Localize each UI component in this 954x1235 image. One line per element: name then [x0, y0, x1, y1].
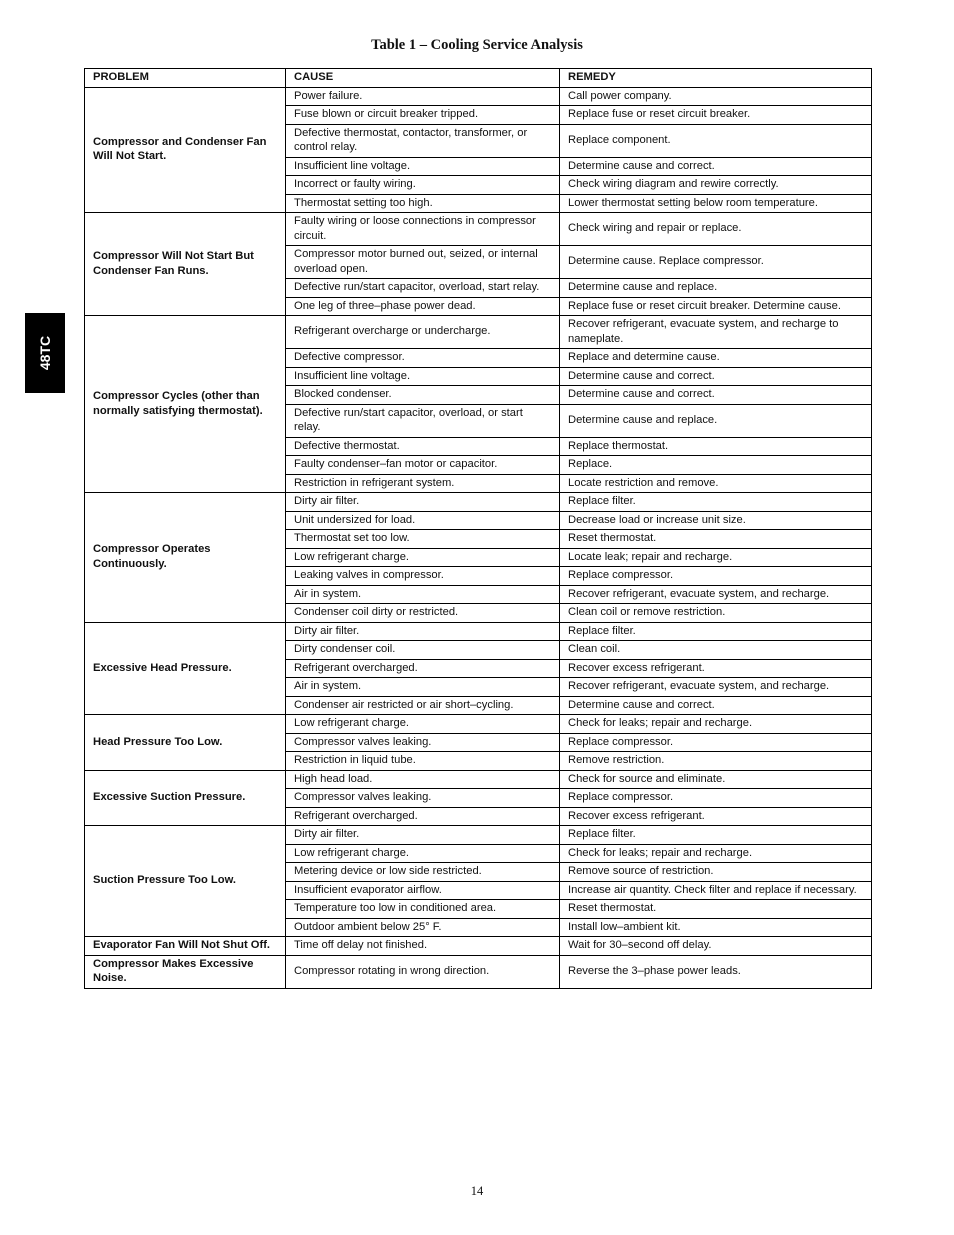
table-row	[85, 316, 872, 349]
cause-cell: Temperature too low in conditioned area.	[286, 900, 560, 919]
remedy-cell: Locate leak; repair and recharge.	[560, 548, 872, 567]
remedy-cell: Determine cause and correct.	[560, 386, 872, 405]
cause-cell: Insufficient line voltage.	[286, 157, 560, 176]
table-row	[85, 937, 872, 956]
problem-cell: Compressor Cycles (other than normally satisfying thermostat).	[85, 316, 286, 493]
remedy-cell: Check for leaks; repair and recharge.	[560, 715, 872, 734]
remedy-cell: Increase air quantity. Check filter and replace if necessary.	[560, 881, 872, 900]
remedy-cell: Replace.	[560, 456, 872, 475]
cause-cell: Defective run/start capacitor, overload, or start relay.	[286, 404, 560, 437]
remedy-cell: Determine cause and correct.	[560, 367, 872, 386]
remedy-cell: Determine cause and correct.	[560, 157, 872, 176]
remedy-cell: Recover refrigerant, evacuate system, and recharge to nameplate.	[560, 316, 872, 349]
cause-cell: Low refrigerant charge.	[286, 715, 560, 734]
cause-cell: Refrigerant overcharge or undercharge.	[286, 316, 560, 349]
table-row	[85, 955, 872, 988]
cause-cell: Unit undersized for load.	[286, 511, 560, 530]
cause-cell: Insufficient evaporator airflow.	[286, 881, 560, 900]
problem-cell: Compressor Makes Excessive Noise.	[85, 955, 286, 988]
cause-cell: Thermostat setting too high.	[286, 194, 560, 213]
cause-cell: Outdoor ambient below 25° F.	[286, 918, 560, 937]
side-tab	[25, 313, 65, 393]
cause-cell: Dirty air filter.	[286, 493, 560, 512]
table-row	[85, 826, 872, 845]
cause-cell: Restriction in refrigerant system.	[286, 474, 560, 493]
cause-cell: Faulty wiring or loose connections in compressor circuit.	[286, 213, 560, 246]
remedy-cell: Remove source of restriction.	[560, 863, 872, 882]
cause-cell: Defective thermostat.	[286, 437, 560, 456]
cause-cell: Air in system.	[286, 585, 560, 604]
remedy-cell: Check wiring diagram and rewire correctly.	[560, 176, 872, 195]
remedy-cell: Determine cause. Replace compressor.	[560, 246, 872, 279]
cause-cell: Defective run/start capacitor, overload, start relay.	[286, 279, 560, 298]
remedy-cell: Determine cause and replace.	[560, 279, 872, 298]
remedy-cell: Clean coil.	[560, 641, 872, 660]
remedy-cell: Lower thermostat setting below room temperature.	[560, 194, 872, 213]
remedy-cell: Check for leaks; repair and recharge.	[560, 844, 872, 863]
remedy-cell: Reset thermostat.	[560, 900, 872, 919]
cause-cell: Leaking valves in compressor.	[286, 567, 560, 586]
table-body	[85, 87, 872, 988]
header-remedy: REMEDY	[560, 69, 872, 88]
remedy-cell: Install low–ambient kit.	[560, 918, 872, 937]
table-row	[85, 87, 872, 106]
cause-cell: High head load.	[286, 770, 560, 789]
remedy-cell: Determine cause and replace.	[560, 404, 872, 437]
table-row	[85, 622, 872, 641]
problem-cell: Excessive Suction Pressure.	[85, 770, 286, 826]
cause-cell: Defective thermostat, contactor, transformer, or control relay.	[286, 124, 560, 157]
cause-cell: Compressor valves leaking.	[286, 789, 560, 808]
problem-cell: Excessive Head Pressure.	[85, 622, 286, 715]
cause-cell: Restriction in liquid tube.	[286, 752, 560, 771]
header-problem: PROBLEM	[85, 69, 286, 88]
remedy-cell: Replace filter.	[560, 622, 872, 641]
side-tab-label: 48TC	[37, 335, 53, 371]
page-number: 14	[470, 1184, 484, 1198]
remedy-cell: Recover excess refrigerant.	[560, 659, 872, 678]
remedy-cell: Replace component.	[560, 124, 872, 157]
header-row	[85, 69, 872, 88]
cause-cell: Condenser air restricted or air short–cycling.	[286, 696, 560, 715]
cause-cell: Fuse blown or circuit breaker tripped.	[286, 106, 560, 125]
remedy-cell: Replace fuse or reset circuit breaker.	[560, 106, 872, 125]
cause-cell: Compressor motor burned out, seized, or internal overload open.	[286, 246, 560, 279]
cause-cell: Low refrigerant charge.	[286, 844, 560, 863]
problem-cell: Evaporator Fan Will Not Shut Off.	[85, 937, 286, 956]
header-cause: CAUSE	[286, 69, 560, 88]
cause-cell: One leg of three–phase power dead.	[286, 297, 560, 316]
remedy-cell: Recover refrigerant, evacuate system, and recharge.	[560, 678, 872, 697]
cause-cell: Dirty air filter.	[286, 622, 560, 641]
cause-cell: Power failure.	[286, 87, 560, 106]
problem-cell: Compressor Operates Continuously.	[85, 493, 286, 623]
cause-cell: Refrigerant overcharged.	[286, 807, 560, 826]
problem-cell: Head Pressure Too Low.	[85, 715, 286, 771]
problem-cell: Compressor Will Not Start But Condenser Fan Runs.	[85, 213, 286, 316]
cause-cell: Compressor rotating in wrong direction.	[286, 955, 560, 988]
remedy-cell: Replace fuse or reset circuit breaker. Determine cause.	[560, 297, 872, 316]
table-row	[85, 715, 872, 734]
cause-cell: Defective compressor.	[286, 349, 560, 368]
cause-cell: Time off delay not finished.	[286, 937, 560, 956]
table-title: Table 1 – Cooling Service Analysis	[371, 37, 583, 53]
cause-cell: Faulty condenser–fan motor or capacitor.	[286, 456, 560, 475]
remedy-cell: Reverse the 3–phase power leads.	[560, 955, 872, 988]
problem-cell: Compressor and Condenser Fan Will Not Start.	[85, 87, 286, 213]
remedy-cell: Decrease load or increase unit size.	[560, 511, 872, 530]
cause-cell: Condenser coil dirty or restricted.	[286, 604, 560, 623]
remedy-cell: Replace thermostat.	[560, 437, 872, 456]
cause-cell: Blocked condenser.	[286, 386, 560, 405]
table-row	[85, 213, 872, 246]
remedy-cell: Locate restriction and remove.	[560, 474, 872, 493]
remedy-cell: Clean coil or remove restriction.	[560, 604, 872, 623]
cause-cell: Air in system.	[286, 678, 560, 697]
remedy-cell: Determine cause and correct.	[560, 696, 872, 715]
cause-cell: Compressor valves leaking.	[286, 733, 560, 752]
remedy-cell: Recover refrigerant, evacuate system, and recharge.	[560, 585, 872, 604]
remedy-cell: Replace compressor.	[560, 789, 872, 808]
table-row	[85, 493, 872, 512]
remedy-cell: Wait for 30–second off delay.	[560, 937, 872, 956]
remedy-cell: Recover excess refrigerant.	[560, 807, 872, 826]
cause-cell: Metering device or low side restricted.	[286, 863, 560, 882]
cause-cell: Low refrigerant charge.	[286, 548, 560, 567]
cause-cell: Thermostat set too low.	[286, 530, 560, 549]
cause-cell: Insufficient line voltage.	[286, 367, 560, 386]
table-row	[85, 770, 872, 789]
cooling-service-table	[84, 68, 872, 989]
remedy-cell: Replace and determine cause.	[560, 349, 872, 368]
remedy-cell: Call power company.	[560, 87, 872, 106]
cause-cell: Dirty air filter.	[286, 826, 560, 845]
remedy-cell: Replace filter.	[560, 493, 872, 512]
remedy-cell: Replace compressor.	[560, 567, 872, 586]
problem-cell: Suction Pressure Too Low.	[85, 826, 286, 937]
cause-cell: Refrigerant overcharged.	[286, 659, 560, 678]
remedy-cell: Reset thermostat.	[560, 530, 872, 549]
cause-cell: Dirty condenser coil.	[286, 641, 560, 660]
remedy-cell: Check wiring and repair or replace.	[560, 213, 872, 246]
remedy-cell: Replace filter.	[560, 826, 872, 845]
remedy-cell: Remove restriction.	[560, 752, 872, 771]
cause-cell: Incorrect or faulty wiring.	[286, 176, 560, 195]
remedy-cell: Replace compressor.	[560, 733, 872, 752]
remedy-cell: Check for source and eliminate.	[560, 770, 872, 789]
